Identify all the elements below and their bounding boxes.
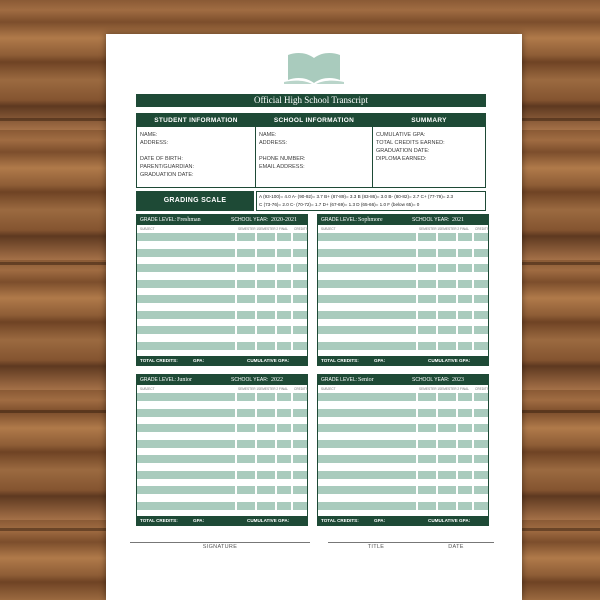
table-cell[interactable] (438, 326, 456, 334)
table-cell[interactable] (237, 264, 255, 272)
table-cell[interactable] (293, 311, 307, 319)
table-cell[interactable] (438, 249, 456, 257)
table-cell[interactable] (293, 455, 307, 463)
table-cell[interactable] (474, 295, 488, 303)
table-cell[interactable] (137, 249, 235, 257)
transcript-page (106, 34, 522, 600)
table-cell[interactable] (293, 440, 307, 448)
table-cell[interactable] (237, 486, 255, 494)
table-cell[interactable] (277, 409, 291, 417)
table-cell[interactable] (418, 295, 436, 303)
table-cell[interactable] (438, 409, 456, 417)
grade-level-label: GRADE LEVEL: (140, 217, 177, 223)
table-row[interactable] (318, 280, 488, 288)
school-year-value: 2022 (271, 377, 283, 383)
table-cell[interactable] (237, 409, 255, 417)
table-cell[interactable] (438, 502, 456, 510)
table-cell[interactable] (474, 455, 488, 463)
column-headers (318, 386, 488, 392)
table-cell[interactable] (257, 295, 275, 303)
school-year-value: 2020-2021 (271, 217, 297, 223)
table-cell[interactable] (277, 280, 291, 288)
grade-level-value: Sophmore (358, 217, 383, 223)
school-year-label: SCHOOL YEAR: (412, 217, 450, 223)
semester1-header: SEMESTER 1 (238, 227, 259, 231)
table-cell[interactable] (418, 280, 436, 288)
table-cell[interactable] (277, 424, 291, 432)
table-cell[interactable] (237, 424, 255, 432)
final-header: FINAL (279, 227, 289, 231)
table-row[interactable] (318, 295, 488, 303)
grade-level-value: Freshman (177, 217, 201, 223)
table-cell[interactable] (237, 342, 255, 350)
table-cell[interactable] (318, 409, 416, 417)
table-cell[interactable] (318, 486, 416, 494)
open-book-icon (282, 50, 346, 86)
table-cell[interactable] (418, 393, 436, 401)
table-cell[interactable] (137, 440, 235, 448)
table-cell[interactable] (257, 409, 275, 417)
credits-header: CREDITS (294, 227, 308, 231)
table-cell[interactable] (474, 440, 488, 448)
table-cell[interactable] (137, 295, 235, 303)
school-info-heading: SCHOOL INFORMATION (256, 114, 372, 127)
table-cell[interactable] (277, 393, 291, 401)
info-line: NAME: (259, 132, 277, 138)
table-cell[interactable] (137, 486, 235, 494)
table-cell[interactable] (237, 440, 255, 448)
info-line: ADDRESS: (140, 140, 169, 146)
table-cell[interactable] (237, 295, 255, 303)
table-cell[interactable] (293, 486, 307, 494)
table-row[interactable] (318, 455, 488, 463)
table-cell[interactable] (293, 295, 307, 303)
table-cell[interactable] (293, 280, 307, 288)
table-cell[interactable] (474, 311, 488, 319)
year-panel-footer (318, 516, 488, 525)
table-cell[interactable] (458, 455, 472, 463)
table-cell[interactable] (293, 233, 307, 241)
table-row[interactable] (318, 471, 488, 479)
table-cell[interactable] (137, 342, 235, 350)
table-cell[interactable] (474, 280, 488, 288)
table-cell[interactable] (237, 280, 255, 288)
table-row[interactable] (318, 409, 488, 417)
table-cell[interactable] (318, 471, 416, 479)
table-cell[interactable] (458, 342, 472, 350)
cumulative-gpa-label: CUMULATIVE GPA: (428, 358, 471, 363)
year-panel-header (318, 375, 488, 385)
summary-heading: SUMMARY (373, 114, 485, 127)
table-cell[interactable] (318, 264, 416, 272)
summary (372, 114, 485, 187)
semester2-header: SEMESTER 2 (258, 387, 279, 391)
total-credits-label: TOTAL CREDITS: (321, 518, 359, 523)
grade-level-label: GRADE LEVEL: (321, 217, 358, 223)
table-cell[interactable] (277, 486, 291, 494)
grading-scale-text (256, 191, 486, 211)
cumulative-gpa-label: CUMULATIVE GPA: (247, 518, 290, 523)
table-cell[interactable] (418, 342, 436, 350)
table-row[interactable] (137, 471, 307, 479)
table-cell[interactable] (137, 393, 235, 401)
title-label: TITLE (367, 544, 385, 550)
table-cell[interactable] (458, 424, 472, 432)
table-cell[interactable] (438, 311, 456, 319)
date-line (418, 542, 494, 543)
course-rows (137, 393, 307, 515)
grading-scale-line: C (73-76)= 2.0 C- (70-72)= 1.7 D+ (67-69)= 1.3 D (65-66)= 1.0 F (below 65)= 0 (259, 202, 420, 207)
table-row[interactable] (137, 486, 307, 494)
table-cell[interactable] (418, 424, 436, 432)
table-cell[interactable] (474, 326, 488, 334)
table-cell[interactable] (474, 393, 488, 401)
table-cell[interactable] (293, 342, 307, 350)
table-cell[interactable] (438, 233, 456, 241)
course-rows (318, 393, 488, 515)
table-cell[interactable] (293, 249, 307, 257)
table-cell[interactable] (277, 249, 291, 257)
table-cell[interactable] (293, 502, 307, 510)
table-cell[interactable] (418, 264, 436, 272)
year-panel-footer (137, 516, 307, 525)
table-cell[interactable] (438, 471, 456, 479)
table-cell[interactable] (318, 342, 416, 350)
info-section (136, 113, 486, 188)
year-panel (136, 214, 308, 366)
table-cell[interactable] (257, 233, 275, 241)
table-cell[interactable] (474, 502, 488, 510)
gpa-label: GPA: (374, 518, 386, 523)
year-panel-header (318, 215, 488, 225)
table-row[interactable] (318, 440, 488, 448)
table-cell[interactable] (277, 326, 291, 334)
grade-level-value: Junior (177, 377, 192, 383)
table-cell[interactable] (438, 424, 456, 432)
column-headers (137, 226, 307, 232)
table-cell[interactable] (458, 264, 472, 272)
table-cell[interactable] (458, 249, 472, 257)
table-row[interactable] (318, 486, 488, 494)
table-row[interactable] (137, 342, 307, 350)
table-cell[interactable] (438, 280, 456, 288)
credits-header: CREDITS (294, 387, 308, 391)
semester2-header: SEMESTER 2 (258, 227, 279, 231)
school-year-label: SCHOOL YEAR: (412, 377, 450, 383)
table-row[interactable] (137, 280, 307, 288)
school-info (255, 114, 372, 187)
table-cell[interactable] (318, 455, 416, 463)
info-line: NAME: (140, 132, 158, 138)
table-cell[interactable] (257, 486, 275, 494)
info-line: DIPLOMA EARNED: (376, 156, 427, 162)
gpa-label: GPA: (193, 518, 205, 523)
year-panel (317, 214, 489, 366)
table-row[interactable] (137, 455, 307, 463)
table-cell[interactable] (318, 393, 416, 401)
table-cell[interactable] (137, 502, 235, 510)
info-line: EMAIL ADDRESS: (259, 164, 305, 170)
table-cell[interactable] (418, 502, 436, 510)
table-row[interactable] (137, 409, 307, 417)
table-cell[interactable] (293, 264, 307, 272)
table-cell[interactable] (277, 471, 291, 479)
table-cell[interactable] (458, 440, 472, 448)
table-cell[interactable] (318, 502, 416, 510)
table-cell[interactable] (257, 424, 275, 432)
gpa-label: GPA: (374, 358, 386, 363)
table-cell[interactable] (137, 455, 235, 463)
table-row[interactable] (137, 502, 307, 510)
table-cell[interactable] (318, 440, 416, 448)
cumulative-gpa-label: CUMULATIVE GPA: (428, 518, 471, 523)
table-cell[interactable] (458, 280, 472, 288)
course-rows (137, 233, 307, 355)
table-cell[interactable] (257, 264, 275, 272)
year-panel-header (137, 215, 307, 225)
table-cell[interactable] (277, 295, 291, 303)
table-cell[interactable] (438, 440, 456, 448)
date-label: DATE (448, 544, 464, 550)
table-cell[interactable] (318, 280, 416, 288)
table-cell[interactable] (137, 311, 235, 319)
table-row[interactable] (137, 326, 307, 334)
grading-scale-line: A (93-100)= 4.0 A- (90-92)= 3.7 B+ (87-89)= 3.3 B (83-86)= 3.0 B- (80-82)= 2.7 C+ (77-79)= 2.3 (259, 194, 454, 199)
table-cell[interactable] (257, 326, 275, 334)
table-cell[interactable] (474, 233, 488, 241)
table-cell[interactable] (257, 249, 275, 257)
table-cell[interactable] (277, 342, 291, 350)
year-panel-footer (318, 356, 488, 365)
table-cell[interactable] (137, 280, 235, 288)
final-header: FINAL (460, 387, 470, 391)
year-panel (317, 374, 489, 526)
table-cell[interactable] (257, 471, 275, 479)
table-cell[interactable] (318, 424, 416, 432)
grade-level-label: GRADE LEVEL: (140, 377, 177, 383)
table-cell[interactable] (293, 424, 307, 432)
table-row[interactable] (137, 264, 307, 272)
school-year-value: 2023 (452, 377, 464, 383)
table-cell[interactable] (438, 342, 456, 350)
final-header: FINAL (279, 387, 289, 391)
table-cell[interactable] (137, 409, 235, 417)
school-year-label: SCHOOL YEAR: (231, 377, 269, 383)
table-cell[interactable] (418, 440, 436, 448)
table-cell[interactable] (277, 233, 291, 241)
semester1-header: SEMESTER 1 (419, 227, 440, 231)
table-cell[interactable] (458, 502, 472, 510)
table-cell[interactable] (418, 486, 436, 494)
table-row[interactable] (137, 393, 307, 401)
table-cell[interactable] (257, 440, 275, 448)
grade-level-label: GRADE LEVEL: (321, 377, 358, 383)
table-cell[interactable] (474, 424, 488, 432)
gpa-label: GPA: (193, 358, 205, 363)
table-cell[interactable] (293, 471, 307, 479)
table-cell[interactable] (237, 311, 255, 319)
table-cell[interactable] (438, 455, 456, 463)
table-cell[interactable] (438, 295, 456, 303)
course-rows (318, 233, 488, 355)
table-cell[interactable] (137, 233, 235, 241)
table-cell[interactable] (458, 409, 472, 417)
table-row[interactable] (318, 342, 488, 350)
table-cell[interactable] (318, 326, 416, 334)
table-cell[interactable] (418, 311, 436, 319)
column-headers (137, 386, 307, 392)
table-cell[interactable] (458, 486, 472, 494)
table-row[interactable] (318, 424, 488, 432)
table-cell[interactable] (418, 409, 436, 417)
semester2-header: SEMESTER 2 (439, 387, 460, 391)
table-cell[interactable] (237, 249, 255, 257)
student-info (137, 114, 255, 187)
table-cell[interactable] (458, 233, 472, 241)
year-panel-header (137, 375, 307, 385)
table-cell[interactable] (318, 249, 416, 257)
semester1-header: SEMESTER 1 (419, 387, 440, 391)
info-line: ADDRESS: (259, 140, 288, 146)
subject-header: SUBJECT (140, 387, 155, 391)
table-cell[interactable] (257, 342, 275, 350)
table-cell[interactable] (277, 264, 291, 272)
semester2-header: SEMESTER 2 (439, 227, 460, 231)
table-cell[interactable] (474, 342, 488, 350)
signature-line (130, 542, 310, 543)
final-header: FINAL (460, 227, 470, 231)
subject-header: SUBJECT (321, 387, 336, 391)
table-cell[interactable] (137, 326, 235, 334)
table-cell[interactable] (277, 455, 291, 463)
table-cell[interactable] (458, 393, 472, 401)
table-cell[interactable] (277, 502, 291, 510)
table-row[interactable] (318, 502, 488, 510)
semester1-header: SEMESTER 1 (238, 387, 259, 391)
table-cell[interactable] (318, 295, 416, 303)
table-cell[interactable] (474, 486, 488, 494)
credits-header: CREDITS (475, 387, 489, 391)
table-cell[interactable] (318, 311, 416, 319)
total-credits-label: TOTAL CREDITS: (140, 518, 178, 523)
title-line (328, 542, 424, 543)
signature-label: SIGNATURE (202, 544, 238, 550)
table-cell[interactable] (458, 471, 472, 479)
table-cell[interactable] (474, 264, 488, 272)
table-cell[interactable] (418, 233, 436, 241)
table-cell[interactable] (237, 471, 255, 479)
document-title: Official High School Transcript (136, 94, 486, 107)
table-cell[interactable] (277, 440, 291, 448)
table-cell[interactable] (237, 233, 255, 241)
table-cell[interactable] (257, 393, 275, 401)
table-cell[interactable] (474, 249, 488, 257)
school-year-label: SCHOOL YEAR: (231, 217, 269, 223)
table-cell[interactable] (438, 486, 456, 494)
table-cell[interactable] (257, 280, 275, 288)
table-row[interactable] (318, 233, 488, 241)
table-cell[interactable] (137, 471, 235, 479)
grade-level-value: Senior (358, 377, 374, 383)
info-line: TOTAL CREDITS EARNED: (376, 140, 445, 146)
table-cell[interactable] (257, 502, 275, 510)
table-cell[interactable] (418, 326, 436, 334)
table-cell[interactable] (474, 409, 488, 417)
table-row[interactable] (137, 424, 307, 432)
school-year-value: 2021 (452, 217, 464, 223)
total-credits-label: TOTAL CREDITS: (321, 358, 359, 363)
table-cell[interactable] (277, 311, 291, 319)
column-headers (318, 226, 488, 232)
year-panel (136, 374, 308, 526)
table-row[interactable] (137, 249, 307, 257)
table-row[interactable] (318, 326, 488, 334)
table-cell[interactable] (237, 326, 255, 334)
table-cell[interactable] (237, 393, 255, 401)
table-cell[interactable] (418, 249, 436, 257)
info-line: PHONE NUMBER: (259, 156, 306, 162)
info-line: CUMULATIVE GPA: (376, 132, 426, 138)
table-cell[interactable] (257, 455, 275, 463)
year-panel-footer (137, 356, 307, 365)
table-cell[interactable] (418, 455, 436, 463)
table-row[interactable] (137, 311, 307, 319)
table-row[interactable] (318, 311, 488, 319)
table-cell[interactable] (237, 455, 255, 463)
subject-header: SUBJECT (321, 227, 336, 231)
table-cell[interactable] (137, 424, 235, 432)
total-credits-label: TOTAL CREDITS: (140, 358, 178, 363)
table-cell[interactable] (418, 471, 436, 479)
table-cell[interactable] (438, 393, 456, 401)
info-line: PARENT/GUARDIAN: (140, 164, 194, 170)
info-line: DATE OF BIRTH: (140, 156, 183, 162)
table-row[interactable] (137, 233, 307, 241)
info-line: GRADUATION DATE: (376, 148, 430, 154)
table-cell[interactable] (237, 502, 255, 510)
subject-header: SUBJECT (140, 227, 155, 231)
table-cell[interactable] (293, 409, 307, 417)
credits-header: CREDITS (475, 227, 489, 231)
table-cell[interactable] (318, 233, 416, 241)
table-cell[interactable] (458, 311, 472, 319)
table-cell[interactable] (458, 326, 472, 334)
student-info-heading: STUDENT INFORMATION (137, 114, 255, 127)
table-row[interactable] (318, 393, 488, 401)
cumulative-gpa-label: CUMULATIVE GPA: (247, 358, 290, 363)
table-cell[interactable] (293, 393, 307, 401)
table-row[interactable] (137, 440, 307, 448)
grading-scale-label: GRADING SCALE (136, 191, 254, 211)
table-row[interactable] (137, 295, 307, 303)
table-cell[interactable] (438, 264, 456, 272)
info-line: GRADUATION DATE: (140, 172, 194, 178)
table-row[interactable] (318, 264, 488, 272)
table-cell[interactable] (474, 471, 488, 479)
table-cell[interactable] (257, 311, 275, 319)
table-cell[interactable] (137, 264, 235, 272)
table-cell[interactable] (458, 295, 472, 303)
table-cell[interactable] (293, 326, 307, 334)
table-row[interactable] (318, 249, 488, 257)
